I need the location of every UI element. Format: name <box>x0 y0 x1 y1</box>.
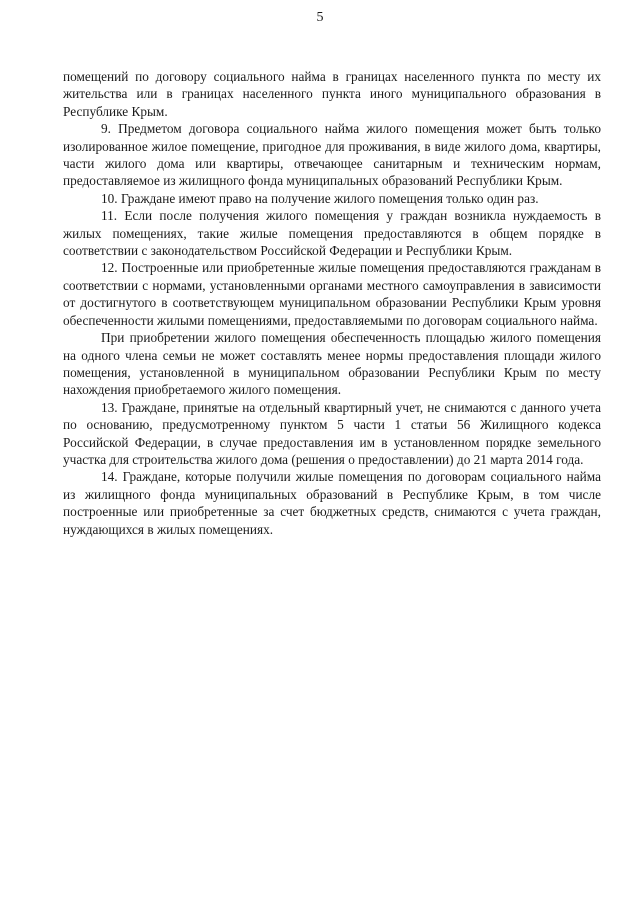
page-number: 5 <box>316 10 324 25</box>
paragraph-item-12: 12. Построенные или приобретенные жилые помещения предоставляются гражданам в соответствии с нормами, установленными органами местного самоуправления в зависимости от достигнутого в соответствующем муниципальном образовании Республики Крым уровня обеспеченности жилыми помещениями, предоставляемыми по договорам социального найма. <box>63 260 601 328</box>
document-body <box>63 68 601 538</box>
paragraph-continuation: помещений по договору социального найма в границах населенного пункта по месту их жительства или в границах населенного пункта иного муниципального образования в Республике Крым. <box>63 69 601 119</box>
paragraph-item-10: 10. Граждане имеют право на получение жилого помещения только один раз. <box>101 190 539 206</box>
paragraph-item-13: 13. Граждане, принятые на отдельный квартирный учет, не снимаются с данного учета по основанию, предусмотренному пунктом 5 части 1 статьи 56 Жилищного кодекса Российской Федерации, в случае предоставления им в установленном порядке земельного участка для строительства жилого дома (решения о предоставлении) до 21 марта 2014 года. <box>63 399 601 467</box>
paragraph-item-12-note: При приобретении жилого помещения обеспеченность площадью жилого помещения на одного члена семьи не может составлять менее нормы предоставления площади жилого помещения, установленной в муниципальном образовании Республики Крым по месту нахождения приобретаемого жилого помещения. <box>63 330 601 398</box>
paragraph-item-9: 9. Предметом договора социального найма жилого помещения может быть только изолированное жилое помещение, пригодное для проживания, в виде жилого дома, квартиры, части жилого дома или квартиры, отвечающее санитарным и техническим нормам, предоставляемое из жилищного фонда муниципальных образований Республики Крым. <box>63 121 601 189</box>
paragraph-item-11: 11. Если после получения жилого помещения у граждан возникла нуждаемость в жилых помещениях, такие жилые помещения предоставляются в общем порядке в соответствии с законодательством Российской Федерации и Республики Крым. <box>63 208 601 259</box>
paragraph-item-14: 14. Граждане, которые получили жилые помещения по договорам социального найма из жилищного фонда муниципальных образований в Республике Крым, в том числе построенные или приобретенные за счет бюджетных средств, снимаются с учета граждан, нуждающихся в жилых помещениях. <box>63 469 601 537</box>
